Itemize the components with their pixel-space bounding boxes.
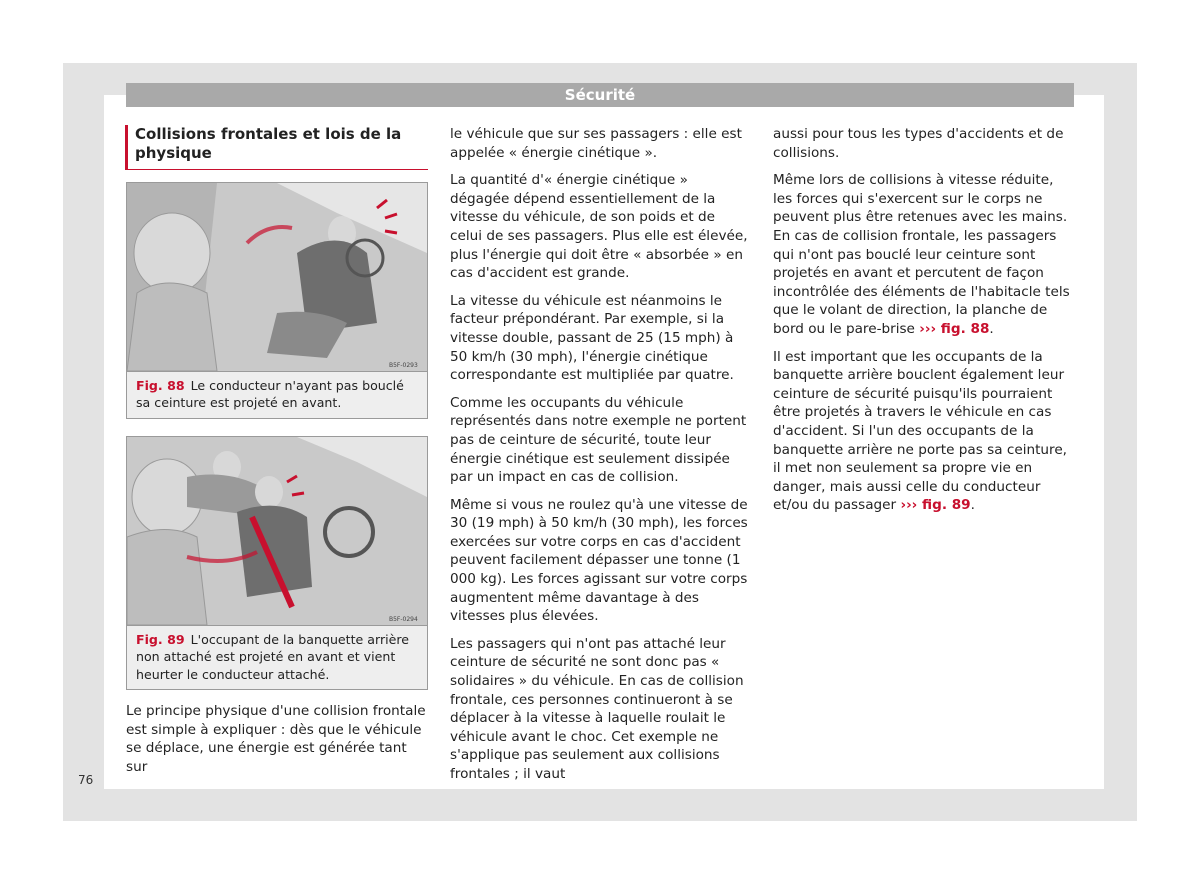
figure-label: Fig. 88 bbox=[136, 378, 185, 393]
chapter-header: Sécurité bbox=[126, 83, 1074, 107]
paragraph-text: Il est important que les occupants de la banquette arrière bouclent également leur ceinture de sécurité puisqu'ils pourraient être projetés à travers le véhicule en cas d'accident. Si l'un des occupants de la banquette arrière ne porte pas sa ceinture, il met non seulement sa propre vie en danger, mais aussi celle du conducteur et/ou du passager bbox=[773, 348, 1068, 514]
paragraph: Il est important que les occupants de la banquette arrière bouclent également leur ceinture de sécurité puisqu'ils pourraient être projetés à travers le véhicule en cas d'accident. Si l'un des occupants de la banquette arrière ne porte pas sa ceinture, il met non seulement sa propre vie en danger, mais aussi celle du conducteur et/ou du passager ››› fig. 89. bbox=[773, 348, 1068, 514]
paragraph: Même lors de collisions à vitesse réduite, les forces qui s'exercent sur le corps ne peuvent plus être retenues avec les mains. En cas de collision frontale, les passagers qui n'ont pas bouclé leur ceinture sont projetés en avant et percutent de façon incontrôlée des éléments de l'habitacle tels que le volant de direction, la planche de bord ou le pare-brise ››› fig. 88. bbox=[773, 172, 1070, 337]
column-1 bbox=[126, 125, 428, 785]
figure-code: B5F-0293 bbox=[389, 362, 418, 369]
illustration-unbelted-rear-passenger bbox=[127, 437, 427, 625]
paragraph: le véhicule que sur ses passagers : elle est appelée « énergie cinétique ». bbox=[450, 126, 742, 161]
figure-code: B5F-0294 bbox=[389, 615, 418, 623]
paragraph-text: Même lors de collisions à vitesse réduite, les forces qui s'exercent sur le corps ne peuvent plus être retenues avec les mains. En cas de collision frontale, les passagers qui n'ont pas bouclé leur ceinture sont projetés en avant et percutent de façon incontrôlée des éléments de l'habitacle tels que le volant de direction, la planche de bord ou le pare-brise bbox=[773, 172, 1070, 337]
figure-caption bbox=[127, 625, 427, 689]
figure-89-link[interactable]: ››› fig. 89 bbox=[900, 497, 971, 514]
page-number: 76 bbox=[78, 773, 94, 787]
paragraph: Le principe physique d'une collision frontale est simple à expliquer : dès que le véhicule se déplace, une énergie est générée tant sur bbox=[126, 703, 426, 775]
caption-text: Le conducteur n'ayant pas bouclé sa ceinture est projeté en avant. bbox=[136, 378, 404, 411]
caption-text: L'occupant de la banquette arrière non attaché est projeté en avant et vient heurter le conducteur attaché. bbox=[136, 631, 410, 682]
figure-89 bbox=[126, 436, 428, 690]
paragraph: La vitesse du véhicule est néanmoins le facteur prépondérant. Par exemple, si la vitesse double, passant de 25 (15 mph) à 50 km/h (30 mph), l'énergie cinétique correspondante est multipliée par quatre. bbox=[450, 292, 734, 384]
paragraph: Les passagers qui n'ont pas attaché leur ceinture de sécurité ne sont donc pas « solidaires » du véhicule. En cas de collision frontale, ces personnes continueront à se déplacer à la vitesse à laquelle roulait le véhicule avant le choc. Cet exemple ne s'applique pas seulement aux collisions frontales ; il vaut bbox=[450, 635, 744, 782]
figure-caption bbox=[127, 371, 427, 418]
column-3 bbox=[773, 125, 1073, 524]
paragraph: La quantité d'« énergie cinétique » dégagée dépend essentiellement de la vitesse du véhicule, de son poids et de celui de ses passagers. Plus elle est élevée, plus l'énergie qui doit être « absorbée » en cas d'accident est grande. bbox=[450, 172, 748, 282]
figure-88-link[interactable]: ››› fig. 88 bbox=[919, 320, 990, 337]
column-2 bbox=[450, 125, 750, 793]
paragraph: aussi pour tous les types d'accidents et de collisions. bbox=[773, 126, 1064, 161]
illustration-unbelted-driver bbox=[127, 183, 427, 371]
figure-label: Fig. 89 bbox=[136, 631, 185, 647]
section-title: Collisions frontales et lois de la physique bbox=[125, 125, 428, 170]
figure-88 bbox=[126, 182, 428, 419]
paragraph: Même si vous ne roulez qu'à une vitesse de 30 (19 mph) à 50 km/h (30 mph), les forces exercées sur votre corps en cas d'accident peuvent facilement dépasser une tonne (1 000 kg). Les forces agissant sur votre corps augmentent même davantage à des vitesses plus élevées. bbox=[450, 496, 748, 625]
paragraph: Comme les occupants du véhicule représentés dans notre exemple ne portent pas de ceinture de sécurité, toute leur énergie cinétique est seulement dissipée par un impact en cas de collision. bbox=[450, 394, 747, 486]
